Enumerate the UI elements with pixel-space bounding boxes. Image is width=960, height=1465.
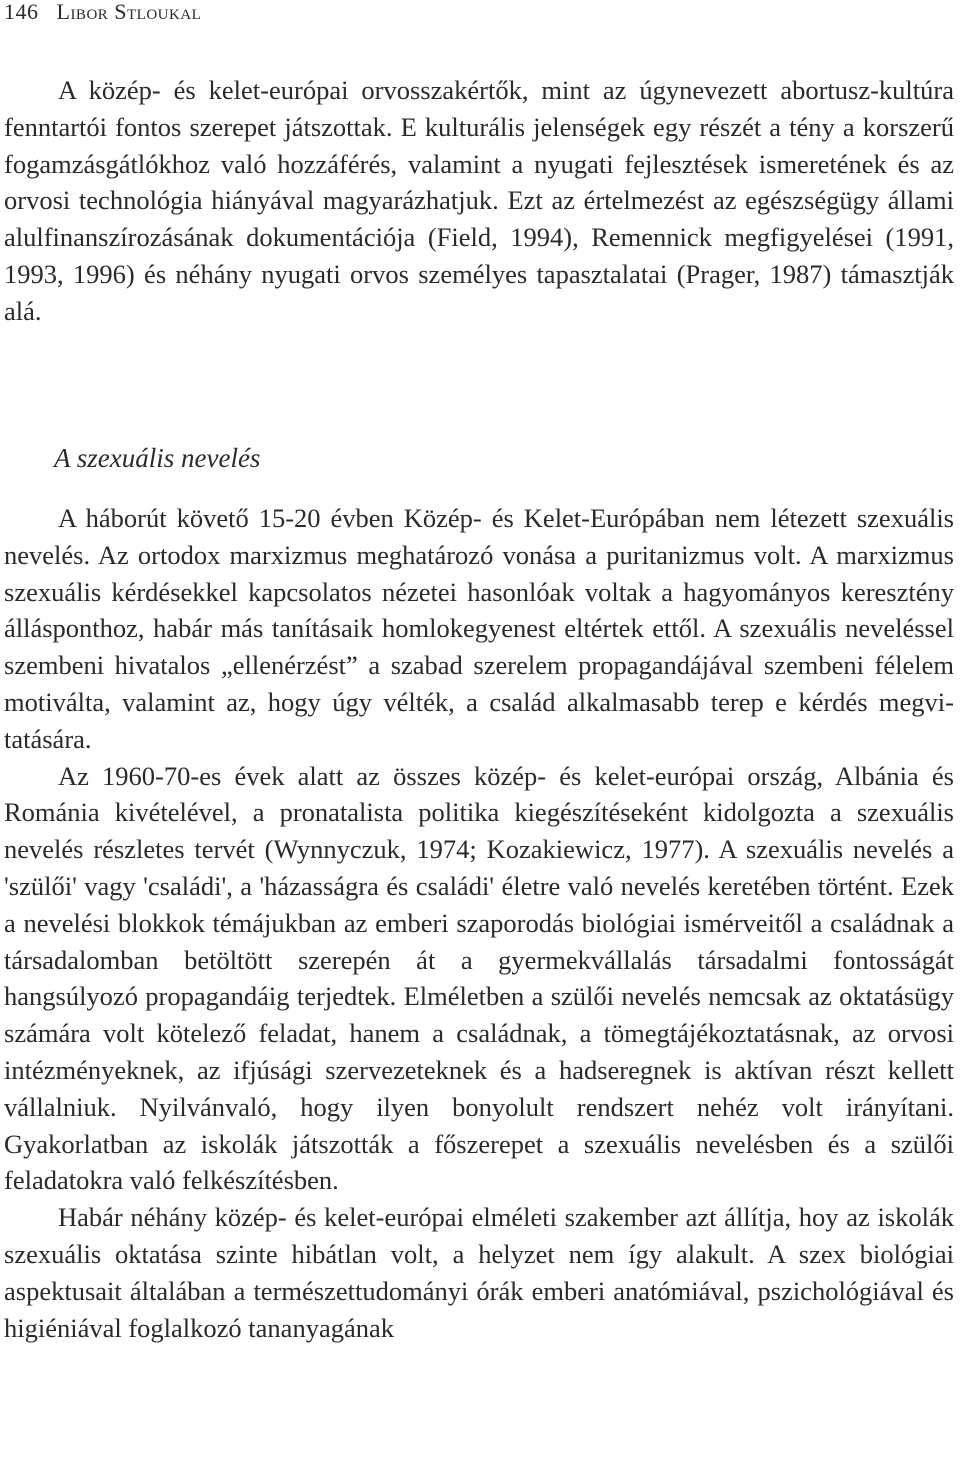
intro-text-block bbox=[4, 72, 954, 330]
paragraph-abortion-culture: A közép- és kelet-európai orvosszakértők, mint az úgynevezett abortusz-kultúra fenntartói fontos szerepet játszottak. E kulturális jelenségek egy részét a tény a korszerű fogamzásgátlókhoz való hozzáférés, valamint a nyugati fejlesztések ismeretének és az orvosi technológia hiányával magyarázhatjuk. Ezt az értelmezést az egészségügy állami alulfinanszírozásának dokumentációja (Field, 1994), Remennick megfigyelései (1991, 1993, 1996) és néhány nyugati orvos személyes tapasztalatai (Prager, 1987) támasztják alá. bbox=[4, 75, 954, 326]
section-heading: A szexuális nevelés bbox=[54, 443, 261, 473]
paragraph-1960s-70s: Az 1960-70-es évek alatt az összes közép- és kelet-európai ország, Albánia és Románia kivételével, a pronatalista politika kiegészítéseként kidolgozta a szexuális nevelés részletes tervét (Wynnyczuk, 1974; Kozakiewicz, 1977). A szexuális nevelés a 'szülői' vagy 'családi', a 'házasságra és családi' életre való nevelés keretében történt. Ezek a nevelési blokkok témájukban az emberi szaporodás biológiai ismérveitől a családnak a társadalomban betöltött szerepén át a gyermekvállalás társadalmi fontosságát hangsúlyozó propagandáig terjedtek. Elméletben a szülői nevelés nemcsak az oktatásügy számára volt kötelező feladat, hanem a családnak, a tömegtájékoztatásnak, az orvosi intézményeknek, az ifjúsági szervezeteknek és a hadseregnek is aktívan részt kellett vállalniuk. Nyilvánvaló, hogy ilyen bonyolult rendszert nehéz volt irányítani. Gyakorlatban az iskolák játszották a főszerepet a szexuális nevelésben és a szülői feladatokra való felkészítésben. bbox=[4, 760, 954, 1196]
paragraph-postwar: A háborút követő 15-20 évben Közép- és Kelet-Európában nem létezett szexuális nevelés. Az ortodox marxizmus meghatározó vonása a puritanizmus volt. A marxizmus szexuális kérdésekkel kapcsolatos nézetei hasonlóak voltak a hagyományos keresztény állásponthoz, habár más tanításaik homlokegyenest eltértek ettől. A szexuális neveléssel szembeni hivatalos „ellenérzést” a szabad szerelem propagandájával szembeni félelem motiválta, valamint az, hogy úgy vélték, a család alkalmasabb terep e kérdés megvitatására. bbox=[4, 503, 954, 754]
page-number: 146 bbox=[4, 0, 39, 24]
paragraph-school-education: Habár néhány közép- és kelet-európai elméleti szakember azt állítja, hoy az iskolák szexuális oktatása szinte hibátlan volt, a helyzet nem így alakult. A szex biológiai aspektusait általában a természettudományi órák emberi anatómiával, pszichológiával és higiéniával foglalkozó tananyagának bbox=[4, 1202, 954, 1343]
running-head-author: Libor Stloukal bbox=[56, 0, 202, 24]
running-head bbox=[4, 0, 201, 26]
section-text-block bbox=[4, 500, 954, 1346]
